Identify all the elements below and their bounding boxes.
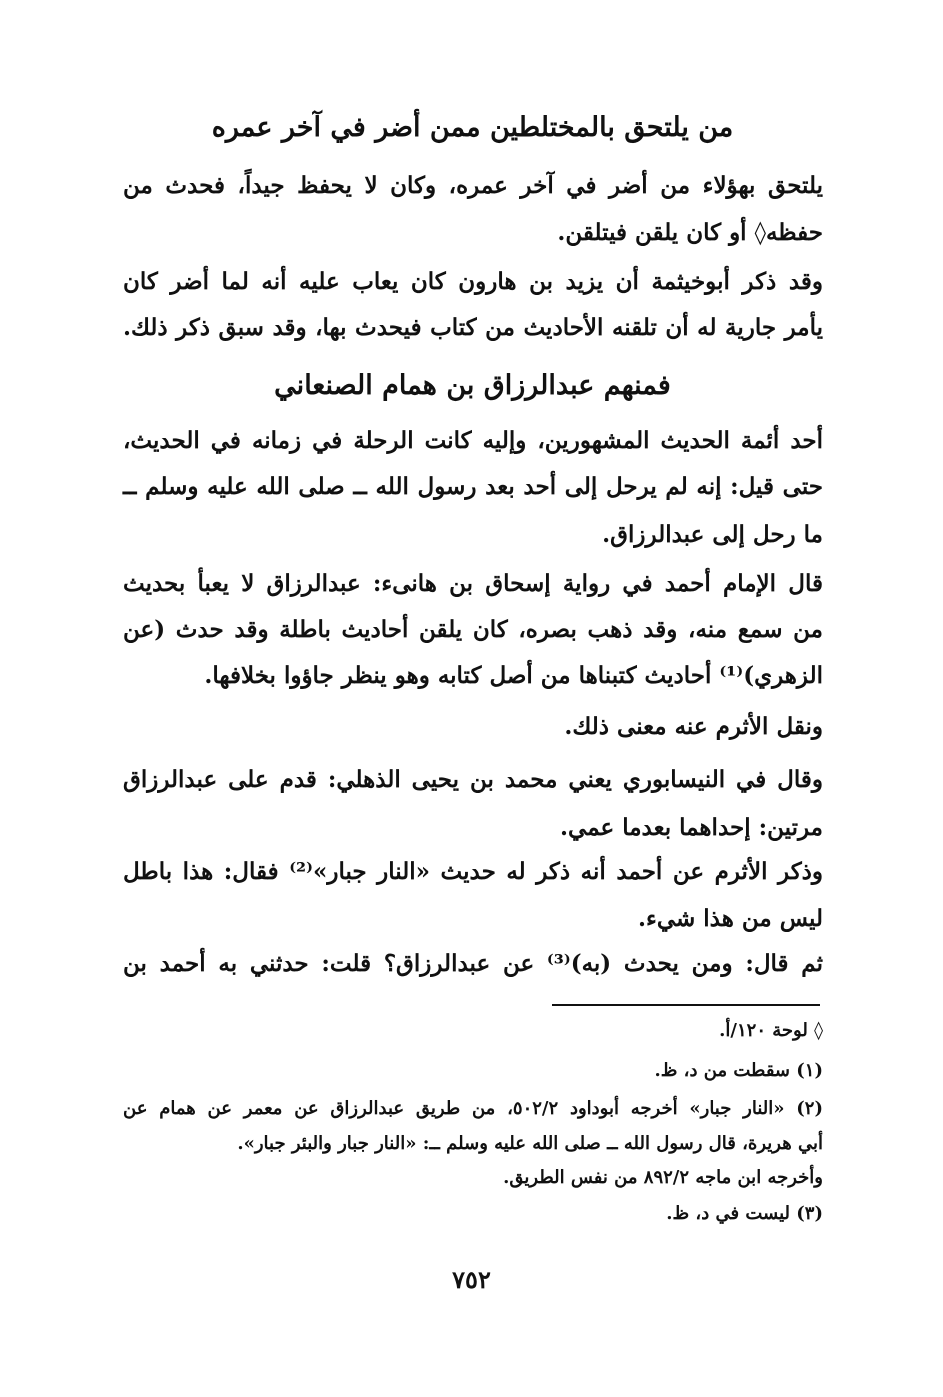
text-line: وذكر الأثرم عن أحمد أنه ذكر له حديث «النار جبار»⁽²⁾ فقال: هذا باطل	[123, 858, 823, 885]
footnote-item: (١) سقطت من د، ظ.	[654, 1060, 823, 1081]
footnote-item: أبي هريرة، قال رسول الله ــ صلى الله عليه وسلم ــ: «النار جبار والبئر جبار».	[237, 1133, 823, 1154]
text-line: وقال في النيسابوري يعني محمد بن يحيى الذهلي: قدم على عبدالرزاق	[123, 766, 823, 793]
footnote-item: (٣) ليست في د، ظ.	[666, 1203, 823, 1224]
text-line: مرتين: إحداهما بعدما عمي.	[560, 814, 823, 841]
text-line: ثم قال: ومن يحدث (به)⁽³⁾ عن عبدالرزاق؟ قلت: حدثني به أحمد بن	[123, 950, 823, 977]
text-line: ونقل الأثرم عنه معنى ذلك.	[564, 713, 823, 740]
section-heading-1: من يلتحق بالمختلطين ممن أضر في آخر عمره	[211, 112, 734, 143]
text-line: وقد ذكر أبوخيثمة أن يزيد بن هارون كان يعاب عليه أنه لما أضر كان	[123, 268, 823, 295]
text-line: حتى قيل: إنه لم يرحل إلى أحد بعد رسول الله ــ صلى الله عليه وسلم ــ	[123, 473, 823, 500]
text-line: يلتحق بهؤلاء من أضر في آخر عمره، وكان لا يحفظ جيداً، فحدث من	[123, 172, 823, 199]
text-line: يأمر جارية له أن تلقنه الأحاديث من كتاب فيحدث بها، وقد سبق ذكر ذلك.	[123, 314, 823, 341]
page-number: ٧٥٢	[452, 1265, 491, 1294]
text-line: ما رحل إلى عبدالرزاق.	[602, 521, 823, 548]
footnote-item: (٢) «النار جبار» أخرجه أبوداود ٥٠٢/٢، من طريق عبدالرزاق عن معمر عن همام عن	[123, 1098, 823, 1119]
text-line: قال الإمام أحمد في رواية إسحاق بن هانىء: عبدالرزاق لا يعبأ بحديث	[123, 570, 823, 597]
text-line: أحد أئمة الحديث المشهورين، وإليه كانت الرحلة في زمانه في الحديث،	[123, 427, 823, 454]
footnote-item: ◊ لوحة ١٢٠/أ.	[719, 1020, 823, 1041]
footnote-divider	[552, 1004, 820, 1006]
text-line: من سمع منه، وقد ذهب بصره، كان يلقن أحاديث باطلة وقد حدث (عن	[123, 616, 823, 643]
text-line: الزهري)⁽¹⁾ أحاديث كتبناها من أصل كتابه وهو ينظر جاؤوا بخلافها.	[204, 662, 823, 689]
text-line: حفظه◊ أو كان يلقن فيتلقن.	[557, 219, 823, 246]
section-heading-2: فمنهم عبدالرزاق بن همام الصنعاني	[274, 370, 671, 401]
footnote-item: وأخرجه ابن ماجه ٨٩٢/٢ من نفس الطريق.	[503, 1167, 823, 1188]
text-line: ليس من هذا شيء.	[638, 905, 823, 932]
